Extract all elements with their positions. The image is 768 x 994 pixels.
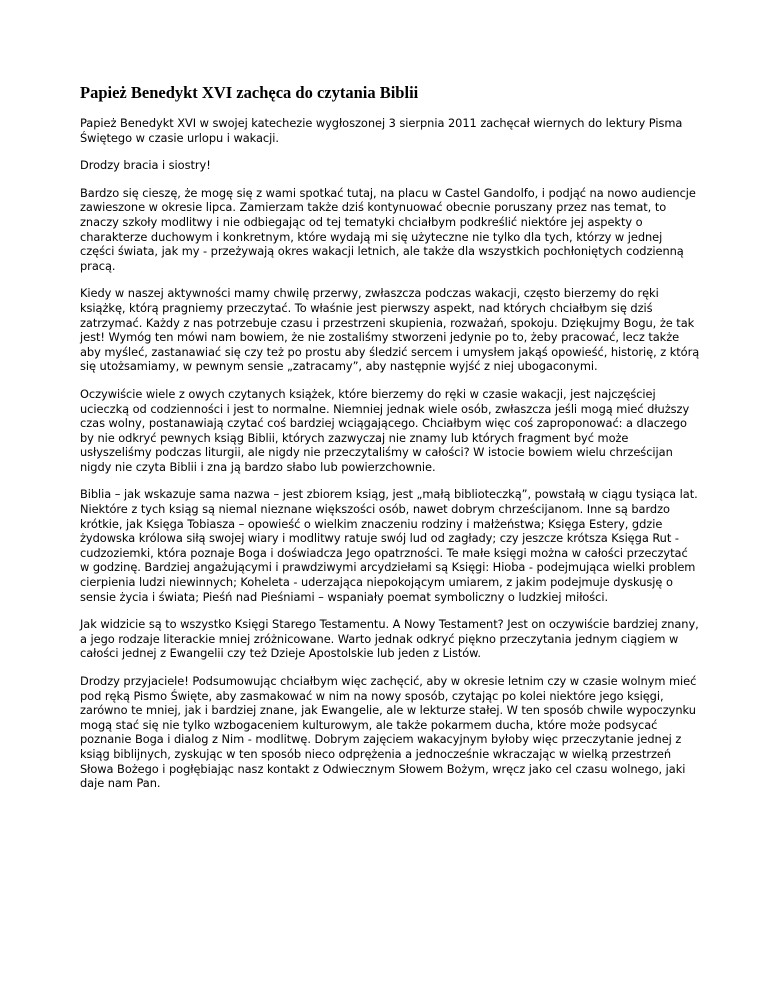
greeting-paragraph: Drodzy bracia i siostry! <box>80 158 211 173</box>
intro-paragraph: Papież Benedykt XVI w swojej katechezie wygłoszonej 3 sierpnia 2011 zachęcał wiernych do lektury Pisma Świętego w czasie urlopu i wakacji. <box>80 116 683 145</box>
body-paragraph-2: Kiedy w naszej aktywności mamy chwilę przerwy, zwłaszcza podczas wakacji, często bierzemy do ręki książkę, którą pragniemy przeczytać. To właśnie jest pierwszy aspekt, nad których chciałbym się dziś zatrzymać. Każdy z nas potrzebuje czasu i przestrzeni skupienia, rozważań, spokoju. Dziękujmy Bogu, że tak jest! Wymóg ten mówi nam bowiem, że nie zostaliśmy stworzeni jedynie po to, żeby pracować, lecz także aby myśleć, zastanawiać się czy też po prostu aby śledzić sercem i umysłem jakąś opowieść, historię, z którą się utożsamiamy, w pewnym sensie „zatracamy”, aby następnie wyjść z niej ubogaconymi. <box>80 286 700 374</box>
body-paragraph-1: Bardzo się cieszę, że mogę się z wami spotkać tutaj, na placu w Castel Gandolfo, i podjąć na nowo audiencje zawieszone w okresie lipca. Zamierzam także dziś kontynuować obecnie poruszany przez nas temat, to znaczy szkoły modlitwy i nie odbiegając od tej tematyki chciałbym podkreślić niektóre jej aspekty o charakterze duchowym i konkretnym, które wydają mi się użyteczne nie tylko dla tych, którzy w jednej części świata, jak my - przeżywają okres wakacji letnich, ale także dla wszystkich pochłoniętych codzienną pracą. <box>80 185 696 273</box>
body-paragraph-3: Oczywiście wiele z owych czytanych książek, które bierzemy do ręki w czasie wakacji, jest najczęściej ucieczką od codzienności i jest to normalne. Niemniej jednak wiele osób, zwłaszcza jeśli mogą mieć dłuższy czas wolny, postanawiają czytać coś bardziej wciągającego. Chciałbym więc coś zaproponować: a dlaczego by nie odkryć pewnych ksiąg Biblii, których zazwyczaj nie znamy lub których fragment być może usłyszeliśmy podczas liturgii, ale nigdy nie przeczytaliśmy w całości? W istocie bowiem wielu chrześcijan nigdy nie czyta Biblii i zna ją bardzo słabo lub powierzchownie. <box>80 386 690 474</box>
document-page <box>80 82 700 804</box>
document-title: Papież Benedykt XVI zachęca do czytania Biblii <box>80 83 419 102</box>
body-paragraph-4: Biblia – jak wskazuje sama nazwa – jest zbiorem ksiąg, jest „małą biblioteczką”, powstałą w ciągu tysiąca lat. Niektóre z tych ksiąg są niemal nieznane większości osób, nawet dobrym chrześcijanom. Inne są bardzo krótkie, jak Księga Tobiasza – opowieść o wielkim znaczeniu rodziny i małżeństwa; Księga Estery, gdzie żydowska królowa siłą swojej wiary i modlitwy ratuje swój lud od zagłady; czy jeszcze krótsza Księga Rut - cudzoziemki, która poznaje Boga i doświadcza Jego opatrzności. Te małe księgi można w całości przeczytać w godzinę. Bardziej angażującymi i prawdziwymi arcydziełami są Księgi: Hioba - podejmująca wielki problem cierpienia ludzi niewinnych; Koheleta - uderzająca niepokojącym umiarem, z jakim podejmuje dyskusję o sensie życia i świata; Pieśń nad Pieśniami – wspaniały poemat symboliczny o ludzkiej miłości. <box>80 487 698 604</box>
closing-paragraph: Drodzy przyjaciele! Podsumowując chciałbym więc zachęcić, aby w okresie letnim czy w czasie wolnym mieć pod ręką Pismo Święte, aby zasmakować w nim na nowy sposób, czytając po kolei niektóre jego księgi, zarówno te mniej, jak i bardziej znane, jak Ewangelie, ale w lekturze stałej. W ten sposób chwile wypoczynku mogą stać się nie tylko wzbogaceniem kulturowym, ale także pokarmem ducha, które może podsycać poznanie Boga i dialog z Nim - modlitwę. Dobrym zajęciem wakacyjnym byłoby więc przeczytanie jednej z ksiąg biblijnych, zyskując w ten sposób nieco odprężenia a jednocześnie wkraczając w wielką przestrzeń Słowa Bożego i pogłębiając nasz kontakt z Odwiecznym Słowem Bożym, wręcz jako cel czasu wolnego, jaki daje nam Pan. <box>80 674 697 791</box>
body-paragraph-5: Jak widzicie są to wszystko Księgi Starego Testamentu. A Nowy Testament? Jest on oczywiście bardziej znany, a jego rodzaje literackie mniej zróżnicowane. Warto jednak odkryć piękno przeczytania jednym ciągiem w całości jednej z Ewangelii czy też Dzieje Apostolskie lub jeden z Listów. <box>80 617 699 661</box>
